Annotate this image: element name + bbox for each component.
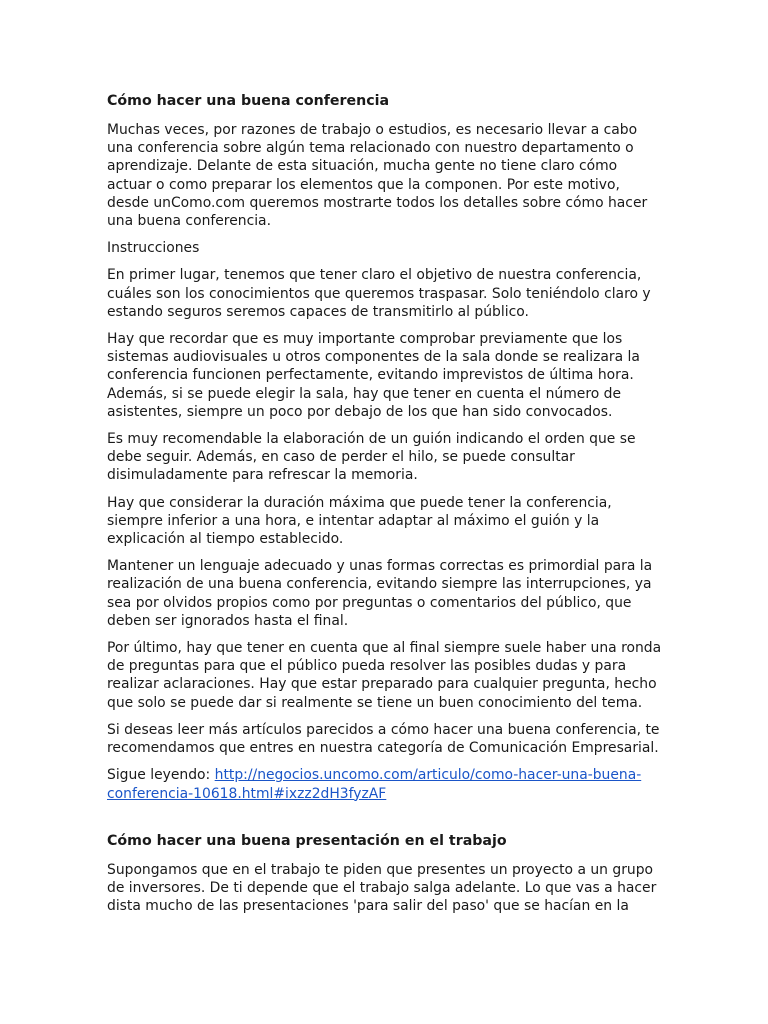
continue-label: Sigue leyendo: <box>107 767 215 784</box>
continue-link-line-1[interactable]: http://negocios.uncomo.com/articulo/como-hacer-una-buena- <box>214 767 642 784</box>
article-title: Cómo hacer una buena conferencia <box>107 93 390 109</box>
continue-reading <box>107 766 667 802</box>
paragraph-step-1: En primer lugar, tenemos que tener claro el objetivo de nuestra conferencia, cuáles son los conocimientos que queremos traspasar. Solo teniéndolo claro y estando seguros seremos capaces de transmitirlo al público. <box>107 267 651 320</box>
paragraph-step-2: Hay que recordar que es muy importante comprobar previamente que los sistemas audiovisuales u otros componentes de la sala donde se realizara la conferencia funcionen perfectamente, evitando imprevistos de última hora. Además, si se puede elegir la sala, hay que tener en cuenta el número de asistentes, siempre un poco por debajo de los que han sido convocados. <box>107 331 640 420</box>
document-page <box>107 92 667 924</box>
paragraph-step-6: Por último, hay que tener en cuenta que al final siempre suele haber una ronda de preguntas para que el público pueda resolver las posibles dudas y para realizar aclaraciones. Hay que estar preparado para cualquier pregunta, hecho que solo se puede dar si realmente se tiene un buen conocimiento del tema. <box>107 640 662 711</box>
paragraph-step-3: Es muy recomendable la elaboración de un guión indicando el orden que se debe seguir. Además, en caso de perder el hilo, se puede consultar disimuladamente para refrescar la memoria. <box>107 431 636 484</box>
paragraph-presentation-intro: Supongamos que en el trabajo te piden que presentes un proyecto a un grupo de inversores. De ti depende que el trabajo salga adelante. Lo que vas a hacer dista mucho de las presentaciones 'para salir del paso' que se hacían en la <box>107 861 657 915</box>
continue-link-line-2[interactable]: conferencia-10618.html#ixzz2dH3fyzAF <box>107 785 387 802</box>
paragraph-related: Si deseas leer más artículos parecidos a cómo hacer una buena conferencia, te recomendamos que entres en nuestra categoría de Comunicación Empresarial. <box>107 721 660 757</box>
paragraph-intro: Muchas veces, por razones de trabajo o estudios, es necesario llevar a cabo una conferencia sobre algún tema relacionado con nuestro departamento o aprendizaje. Delante de esta situación, mucha gente no tiene claro cómo actuar o como preparar los elementos que la componen. Por este motivo, desde unComo.com queremos mostrarte todos los detalles sobre cómo hacer una buena conferencia. <box>107 122 648 230</box>
paragraph-instrucciones: Instrucciones <box>107 240 200 257</box>
paragraph-step-4: Hay que considerar la duración máxima que puede tener la conferencia, siempre inferior a una hora, e intentar adaptar al máximo el guión y la explicación al tiempo establecido. <box>107 494 612 548</box>
paragraph-step-5: Mantener un lenguaje adecuado y unas formas correctas es primordial para la realización de una buena conferencia, evitando siempre las interrupciones, ya sea por olvidos propios como por preguntas o comentarios del público, que deben ser ignorados hasta el final. <box>107 558 653 629</box>
article-title-2: Cómo hacer una buena presentación en el trabajo <box>107 832 507 849</box>
